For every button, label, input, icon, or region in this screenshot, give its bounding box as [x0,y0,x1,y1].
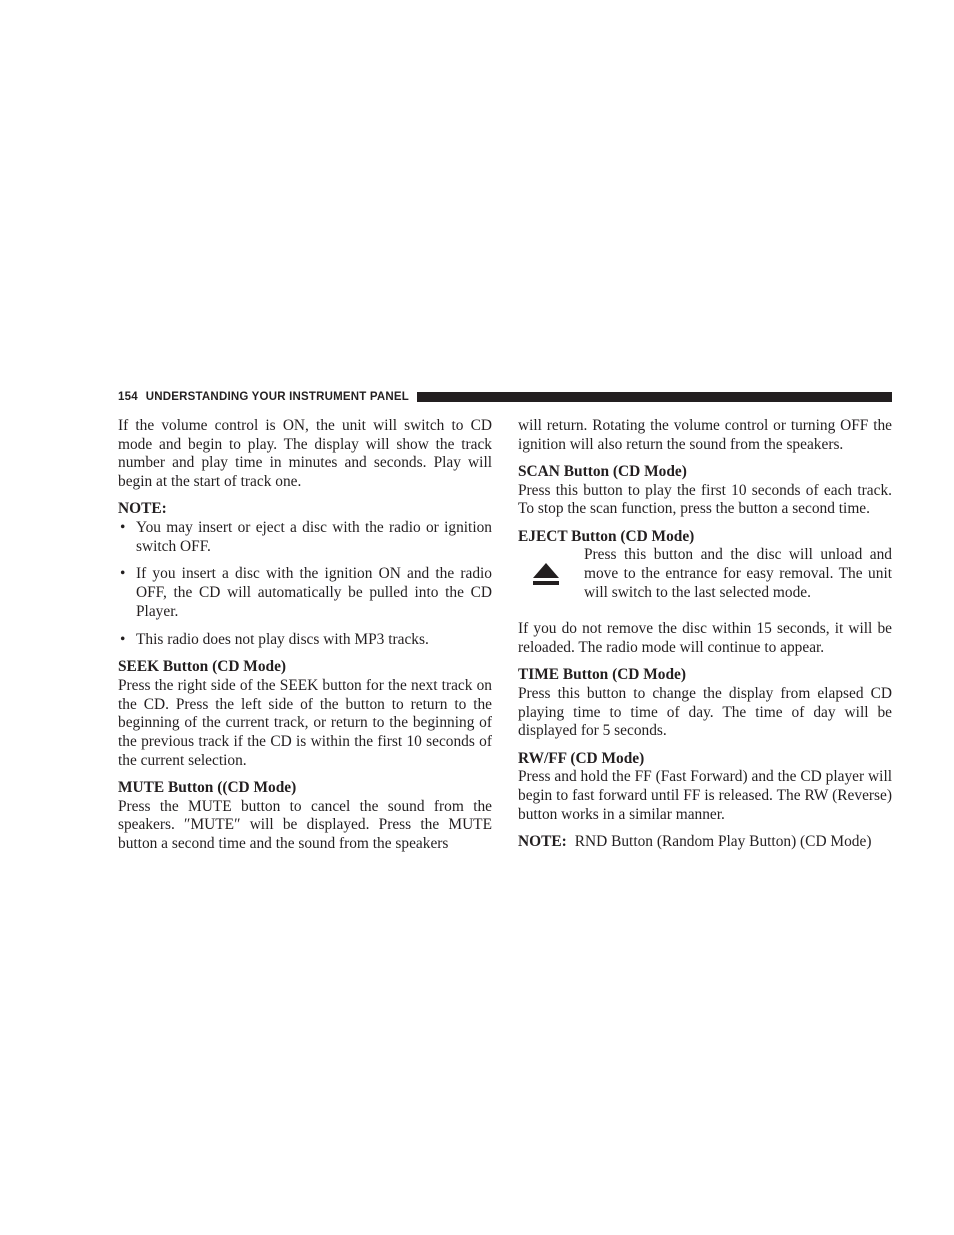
note-label: NOTE: [118,500,167,518]
right-column [518,417,892,860]
bullet-icon: • [120,519,126,537]
rnd-note [518,833,892,852]
bullet-icon: • [120,565,126,583]
section-title: UNDERSTANDING YOUR INSTRUMENT PANEL [145,391,409,403]
seek-heading: SEEK Button (CD Mode) [118,658,287,676]
page-number: 154 [118,391,138,403]
bullet-icon: • [120,630,126,648]
note-bullet-text: This radio does not play discs with MP3 tracks. [136,630,429,648]
intro-paragraph: If the volume control is ON, the unit will switch to CD mode and begin to play. The display will show the track number and play time in minutes and seconds. Play will begin at the start of track one. [118,417,492,491]
mute-continuation: will return. Rotating the volume control or turning OFF the ignition will also return the sound from the speakers. [518,417,892,453]
reload-paragraph: If you do not remove the disc within 15 seconds, it will be reloaded. The radio mode will continue to appear. [518,620,892,657]
time-paragraph: Press this button to change the display from elapsed CD playing time to time of day. The time of day will be displayed for 5 seconds. [518,684,892,740]
seek-paragraph: Press the right side of the SEEK button for the next track on the CD. Press the left side of the button to return to the beginning of the current track, or return to the beginning of the previous track if the CD is within the first 10 seconds of the current selection. [118,676,492,769]
rwff-paragraph: Press and hold the FF (Fast Forward) and the CD player will begin to fast forward until FF is released. The RW (Reverse) button works in a similar manner. [518,768,892,823]
note-list [118,519,492,649]
eject-icon [532,561,560,587]
page-header [118,389,892,405]
eject-paragraph: Press this button and the disc will unload and move to the entrance for easy removal. The unit will switch to the last selected mode. [584,546,892,601]
list-item [118,631,492,650]
rnd-note-text: RND Button (Random Play Button) (CD Mode) [574,832,872,850]
note-bullet-text: You may insert or eject a disc with the radio or ignition switch OFF. [136,519,492,555]
scan-paragraph: Press this button to play the first 10 seconds of each track. To stop the scan function, press the button a second time. [518,481,892,518]
note-label: NOTE: [518,832,567,850]
eject-heading: EJECT Button (CD Mode) [518,527,695,545]
mute-heading: MUTE Button ((CD Mode) [118,778,297,796]
eject-block [518,546,892,602]
left-column [118,417,492,862]
header-rule [417,392,892,402]
scan-heading: SCAN Button (CD Mode) [518,462,687,480]
note-bullet-text: If you insert a disc with the ignition ON and the radio OFF, the CD will automatically be pulled into the CD Player. [136,565,492,620]
time-heading: TIME Button (CD Mode) [518,666,687,684]
list-item [118,565,492,621]
rwff-heading: RW/FF (CD Mode) [518,749,645,767]
list-item [118,519,492,556]
mute-paragraph: Press the MUTE button to cancel the sound from the speakers. ″MUTE″ will be displayed. Press the MUTE button a second time and the sound from the speakers [118,797,492,853]
